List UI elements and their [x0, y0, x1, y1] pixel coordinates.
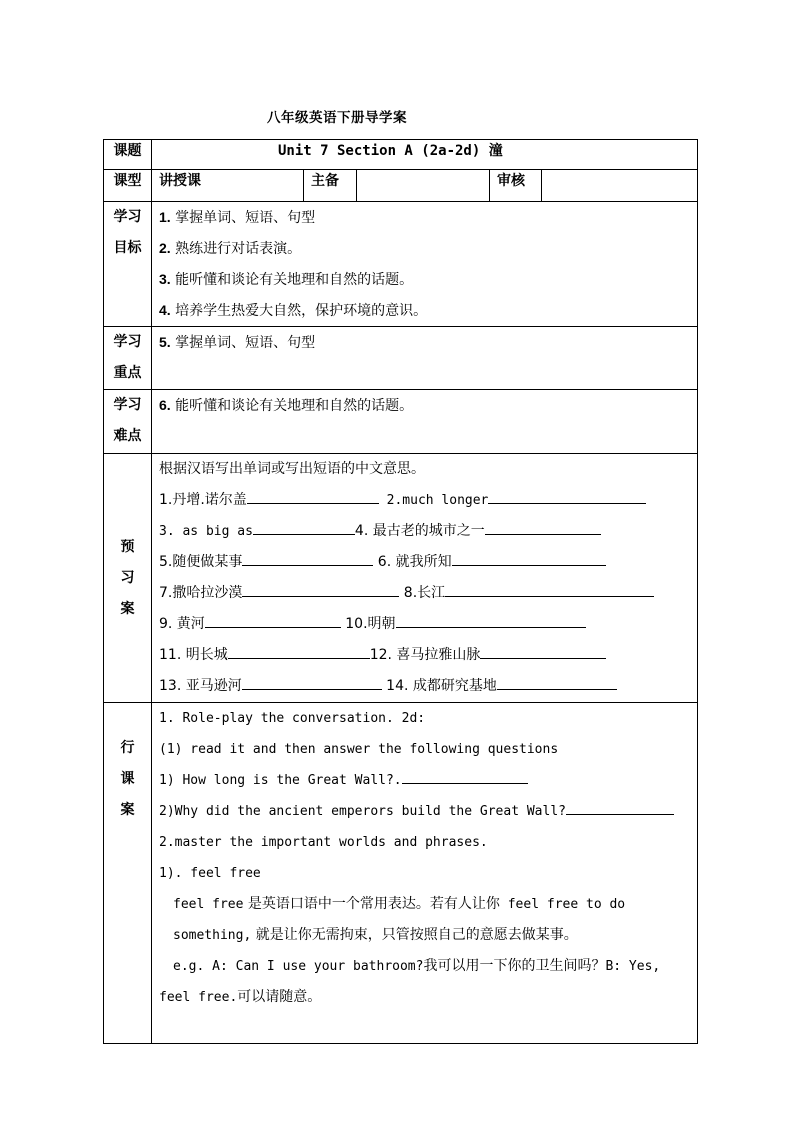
lesson-label-1: 行: [120, 740, 135, 756]
answer-blank: [488, 489, 646, 504]
lesson-line: 1). feel free: [159, 866, 261, 881]
host-label: 主备: [304, 170, 357, 202]
answer-blank: [452, 551, 606, 566]
preview-instruction: 根据汉语写出单词或写出短语的中文意思。: [159, 461, 425, 477]
answer-blank: [242, 675, 382, 690]
answer-blank: [480, 644, 606, 659]
host-value: [357, 170, 490, 202]
key-points-row: [104, 327, 698, 390]
answer-blank: [253, 520, 355, 535]
key-points-label-bottom: 重点: [113, 365, 142, 381]
preview-line: 1.丹增.诺尔盖 2.much longer: [159, 485, 697, 516]
difficulties-row: [104, 390, 698, 454]
key-point-item: 5. 掌握单词、短语、句型: [159, 334, 316, 351]
topic-value: Unit 7 Section A (2a-2d) 潼: [278, 143, 503, 159]
preview-line: 11. 明长城 12. 喜马拉雅山脉: [159, 640, 697, 671]
difficulties-label-top: 学习: [113, 397, 142, 413]
answer-blank: [402, 769, 528, 784]
preview-line: 7.撒哈拉沙漠 8.长江: [159, 578, 697, 609]
lesson-label-2: 课: [120, 771, 135, 787]
objectives-label-bottom: 目标: [113, 240, 142, 256]
answer-blank: [497, 675, 617, 690]
answer-blank: [205, 613, 341, 628]
preview-label-3: 案: [120, 600, 135, 617]
review-value: [542, 170, 698, 202]
objective-item: 2. 熟练进行对话表演。: [159, 240, 302, 257]
answer-blank: [242, 582, 399, 597]
lesson-line: 2)Why did the ancient emperors build the Great Wall?: [159, 796, 697, 827]
difficulty-item: 6. 能听懂和谈论有关地理和自然的话题。: [159, 397, 414, 414]
difficulties-label-bottom: 难点: [113, 428, 142, 444]
type-value: 讲授课: [152, 170, 304, 202]
lesson-label-3: 案: [120, 802, 135, 818]
preview-label-1: 预: [120, 538, 135, 555]
document-title: 八年级英语下册导学案: [267, 110, 407, 126]
lesson-row: [104, 703, 698, 1044]
preview-line: 3. as big as 4. 最古老的城市之一: [159, 516, 697, 547]
answer-blank: [445, 582, 654, 597]
topic-label: 课题: [104, 140, 152, 170]
objectives-label-top: 学习: [113, 209, 142, 225]
objective-item: 3. 能听懂和谈论有关地理和自然的话题。: [159, 271, 414, 288]
lesson-line: feel free.可以请随意。: [159, 989, 322, 1005]
objectives-list: [152, 202, 698, 327]
preview-line: 5.随便做某事 6. 就我所知: [159, 547, 697, 578]
type-row: [104, 170, 698, 202]
preview-row: [104, 454, 698, 703]
preview-line: 9. 黄河 10.明朝: [159, 609, 697, 640]
review-label: 审核: [490, 170, 542, 202]
lesson-line: something, 就是让你无需拘束，只管按照自己的意愿去做某事。: [173, 927, 578, 943]
lesson-line: 2.master the important worlds and phrases.: [159, 835, 488, 850]
lesson-line: (1) read it and then answer the following questions: [159, 742, 559, 757]
objective-item: 4. 培养学生热爱大自然，保护环境的意识。: [159, 302, 428, 319]
answer-blank: [242, 551, 373, 566]
preview-line: 13. 亚马逊河 14. 成都研究基地: [159, 671, 697, 702]
lesson-line: feel free 是英语口语中一个常用表达。若有人让你 feel free to do: [173, 896, 626, 912]
lesson-line: 1. Role-play the conversation. 2d:: [159, 711, 426, 726]
lesson-line: 1) How long is the Great Wall?.: [159, 765, 697, 796]
answer-blank: [228, 644, 370, 659]
topic-row: [104, 140, 698, 170]
objectives-row: [104, 202, 698, 327]
answer-blank: [566, 800, 674, 815]
answer-blank: [396, 613, 586, 628]
answer-blank: [247, 489, 379, 504]
preview-label-2: 习: [120, 569, 135, 586]
answer-blank: [485, 520, 601, 535]
lesson-plan-table: [103, 139, 698, 1044]
key-points-label-top: 学习: [113, 334, 142, 350]
lesson-line: e.g. A: Can I use your bathroom?我可以用一下你的卫生间吗？B: Yes,: [173, 958, 661, 974]
type-label: 课型: [104, 170, 152, 202]
objective-item: 1. 掌握单词、短语、句型: [159, 209, 316, 226]
